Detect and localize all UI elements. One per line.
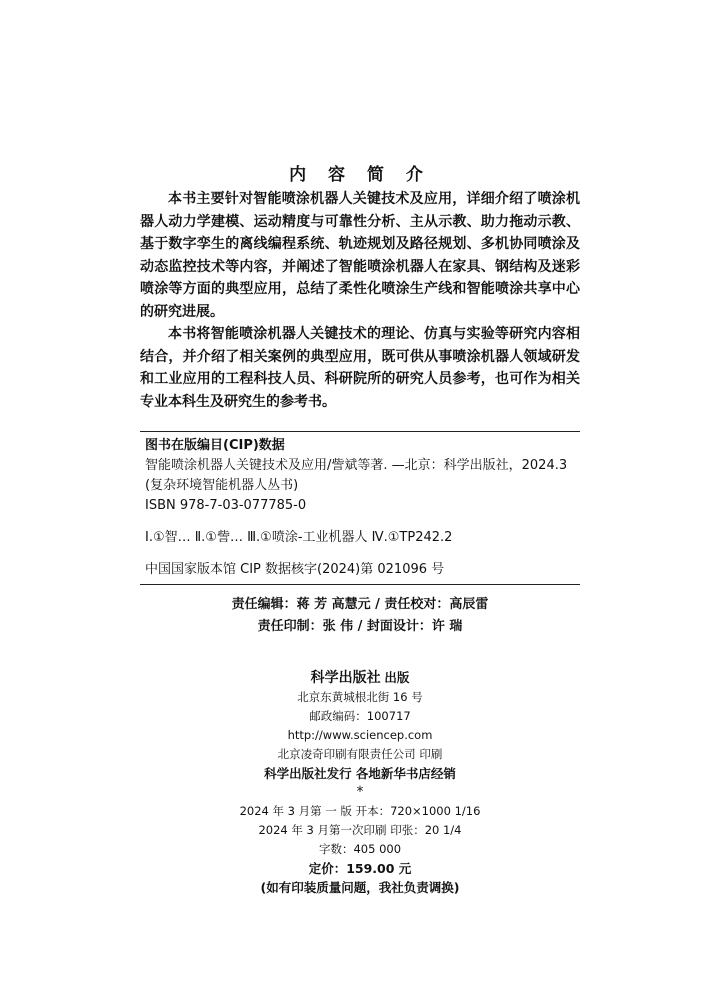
publisher-postcode: 邮政编码：100717 xyxy=(309,709,411,723)
cip-series-line: (复杂环境智能机器人丛书) xyxy=(145,478,299,493)
summary-paragraph-2: 本书将智能喷涂机器人关键技术的理论、仿真与实验等研究内容相结合，并介绍了相关案例的典型应用，既可供从事喷涂机器人领域研发和工业应用的工程科技人员、科研院所的研究人员参考，也可作为相关专业本科生及研究生的参考书。 xyxy=(140,326,580,410)
publisher-name-line xyxy=(0,668,720,688)
staff-line-2: 责任印制：张 伟 / 封面设计：许 瑞 xyxy=(257,619,463,634)
cip-isbn: ISBN 978-7-03-077785-0 xyxy=(145,498,307,513)
publisher-suffix: 出版 xyxy=(384,670,410,685)
edition-line: 2024 年 3 月第 一 版 开本：720×1000 1/16 xyxy=(239,804,481,818)
publisher-logo-text: 科学出版社 xyxy=(310,670,381,686)
cip-book-line: 智能喷涂机器人关键技术及应用/訾斌等著. —北京：科学出版社，2024.3 xyxy=(145,458,568,473)
summary-title: 内 容 简 介 xyxy=(289,165,431,185)
separator-star: * xyxy=(356,784,364,800)
publisher-block xyxy=(0,668,720,897)
quality-notice: (如有印装质量问题，我社负责调换) xyxy=(260,880,460,895)
staff-line-1: 责任编辑：蒋 芳 高慧元 / 责任校对：高辰雷 xyxy=(231,597,489,612)
cip-record-number: 中国国家版本馆 CIP 数据核字(2024)第 021096 号 xyxy=(145,562,445,577)
printing-line: 2024 年 3 月第一次印刷 印张：20 1/4 xyxy=(258,823,462,837)
cip-bottom-rule xyxy=(140,584,580,585)
printer-line: 北京凌奇印刷有限责任公司 印刷 xyxy=(277,747,443,761)
summary-section xyxy=(140,188,580,413)
price-line: 定价：159.00 元 xyxy=(308,861,412,876)
publisher-website: http://www.sciencep.com xyxy=(287,728,433,742)
publisher-address: 北京东黄城根北街 16 号 xyxy=(297,690,423,704)
wordcount-line: 字数：405 000 xyxy=(318,842,402,856)
distribution-line: 科学出版社发行 各地新华书店经销 xyxy=(264,766,456,781)
cip-top-rule xyxy=(140,431,580,432)
cip-block xyxy=(145,436,585,580)
summary-paragraph-1: 本书主要针对智能喷涂机器人关键技术及应用，详细介绍了喷涂机器人动力学建模、运动精度与可靠性分析、主从示教、助力拖动示教、基于数字孪生的离线编程系统、轨迹规划及路径规划、多机协同喷涂及动态监控技术等内容，并阐述了智能喷涂机器人在家具、钢结构及迷彩喷涂等方面的典型应用，总结了柔性化喷涂生产线和智能喷涂共享中心的研究进展。 xyxy=(140,191,580,320)
cip-heading: 图书在版编目(CIP)数据 xyxy=(145,438,285,453)
cip-classification: Ⅰ.①智… Ⅱ.①訾… Ⅲ.①喷涂-工业机器人 Ⅳ.①TP242.2 xyxy=(145,530,453,545)
